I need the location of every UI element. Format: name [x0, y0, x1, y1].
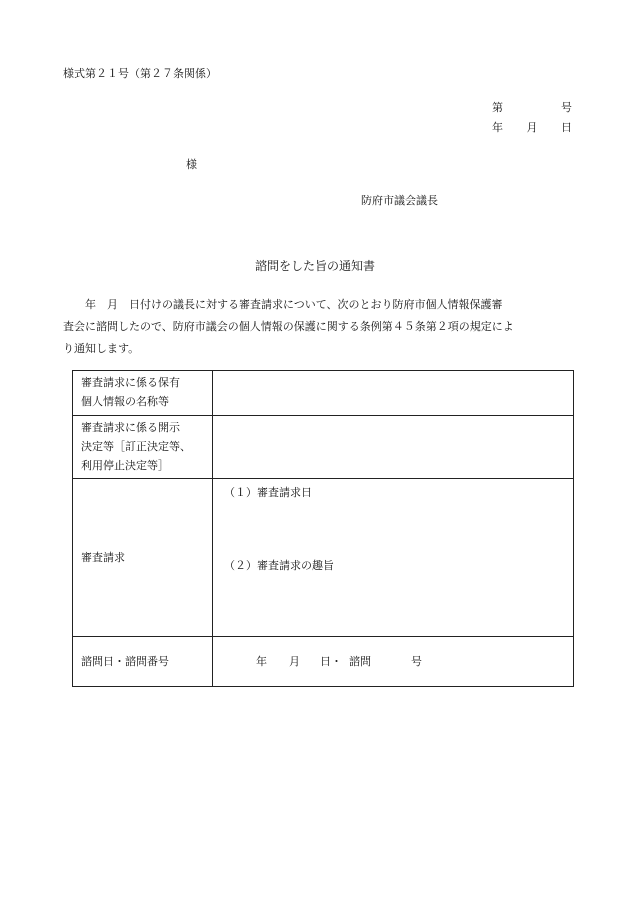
ref-no-prefix: 第 — [492, 101, 503, 114]
row4-label-cell — [73, 637, 213, 687]
row2-value-cell[interactable] — [213, 416, 574, 479]
row1-label-cell — [73, 371, 213, 416]
row2-label-line1: 審査請求に係る開示 — [81, 421, 180, 434]
row1-label-line2: 個人情報の名称等 — [81, 395, 169, 408]
body-line-3: り通知します。 — [63, 342, 140, 355]
table-row-info-name — [73, 371, 574, 416]
date-month: 月 — [526, 121, 538, 134]
info-table — [72, 370, 574, 687]
date-year: 年 — [492, 121, 503, 134]
row3-item1: （１）審査請求日 — [224, 486, 312, 499]
row4-year: 年 — [256, 655, 267, 668]
body-line-2: 査会に諮問したので、防府市議会の個人情報の保護に関する条例第４５条第２項の規定によ — [63, 320, 514, 333]
row4-shimon: 諮問 — [349, 655, 371, 668]
row4-value-cell[interactable] — [213, 637, 574, 687]
row4-label: 諮問日・諮問番号 — [81, 655, 169, 668]
body-line-1: 年 月 日付けの議長に対する審査請求について、次のとおり防府市個人情報保護審 — [63, 298, 503, 311]
form-number: 様式第２１号（第２７条関係） — [63, 67, 217, 80]
row2-label-line2: 決定等［訂正決定等、 — [81, 440, 191, 453]
reference-number-line — [492, 99, 572, 115]
row3-value-cell[interactable] — [213, 479, 574, 637]
issue-date-line — [492, 119, 572, 135]
row2-label-line3: 利用停止決定等］ — [81, 459, 169, 472]
date-day: 日 — [561, 121, 572, 134]
row3-label-cell — [73, 479, 213, 637]
table-row-inquiry-date — [73, 637, 574, 687]
ref-no-suffix: 号 — [561, 101, 572, 114]
row3-label: 審査請求 — [81, 551, 125, 564]
row4-month: 月 — [289, 655, 300, 668]
row1-value-cell[interactable] — [213, 371, 574, 416]
row4-number: 号 — [411, 655, 422, 668]
addressee: 様 — [186, 158, 197, 171]
table-row-disclosure-decision — [73, 416, 574, 479]
body-text — [63, 294, 575, 360]
document-title: 諮問をした旨の通知書 — [254, 259, 375, 273]
row1-label-line1: 審査請求に係る保有 — [81, 376, 180, 389]
table-row-review-request — [73, 479, 574, 637]
row3-item2: （２）審査請求の趣旨 — [224, 559, 334, 572]
row2-label-cell — [73, 416, 213, 479]
sender: 防府市議会議長 — [361, 194, 438, 207]
row4-day-sep: 日・ — [320, 655, 342, 668]
